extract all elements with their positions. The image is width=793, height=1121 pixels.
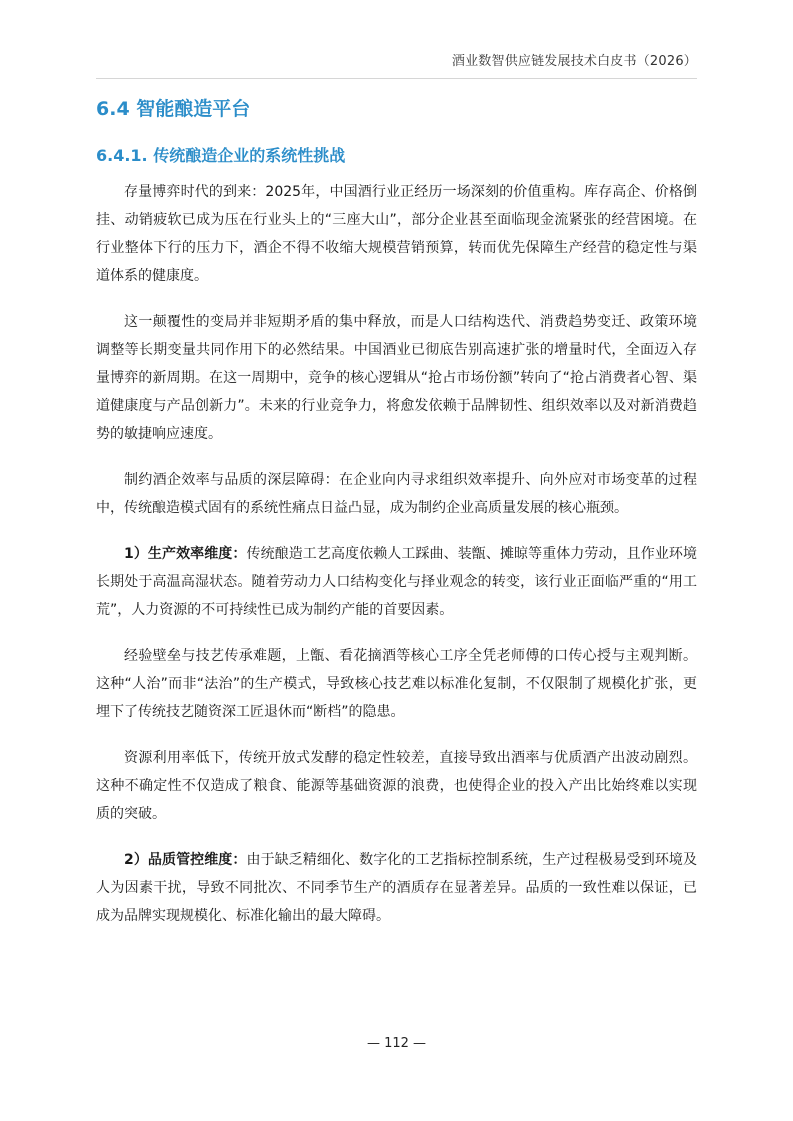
- paragraph-text: 传统酿造工艺高度依赖人工踩曲、装甑、摊晾等重体力劳动，且作业环境长期处于高温高湿状态。随着劳动力人口结构变化与择业观念的转变，该行业正面临严重的“用工荒”，人力资源的不可持续性已成为制约产能的首要因素。: [96, 546, 698, 618]
- header-divider: [96, 78, 697, 79]
- paragraph: [96, 466, 697, 522]
- paragraph-lead: 1）生产效率维度：: [124, 546, 247, 562]
- paragraph: [96, 744, 697, 828]
- page-number: — 112 —: [366, 1036, 427, 1051]
- section-heading: 6.4 智能酿造平台: [96, 98, 251, 120]
- paragraph: [96, 178, 697, 290]
- paragraph: [96, 642, 697, 726]
- paragraph: [96, 308, 697, 448]
- running-header: 酒业数智供应链发展技术白皮书（2026）: [451, 54, 697, 69]
- body-text: [96, 178, 697, 948]
- subsection-heading: 6.4.1. 传统酿造企业的系统性挑战: [96, 146, 346, 165]
- paragraph-text: 制约酒企效率与品质的深层障碍：在企业向内寻求组织效率提升、向外应对市场变革的过程中，传统酿造模式固有的系统性痛点日益凸显，成为制约企业高质量发展的核心瓶颈。: [96, 472, 697, 516]
- paragraph-text: 资源利用率低下，传统开放式发酵的稳定性较差，直接导致出酒率与优质酒产出波动剧烈。这种不确定性不仅造成了粮食、能源等基础资源的浪费，也使得企业的投入产出比始终难以实现质的突破。: [96, 750, 697, 822]
- paragraph-text: 存量博弈时代的到来：2025年，中国酒行业正经历一场深刻的价值重构。库存高企、价格倒挂、动销疲软已成为压在行业头上的“三座大山”，部分企业甚至面临现金流紧张的经营困境。在行业整体下行的压力下，酒企不得不收缩大规模营销预算，转而优先保障生产经营的稳定性与渠道体系的健康度。: [96, 184, 697, 284]
- paragraph-text: 这一颠覆性的变局并非短期矛盾的集中释放，而是人口结构迭代、消费趋势变迁、政策环境调整等长期变量共同作用下的必然结果。中国酒业已彻底告别高速扩张的增量时代，全面迈入存量博弈的新周期。在这一周期中，竞争的核心逻辑从“抢占市场份额”转向了“抢占消费者心智、渠道健康度与产品创新力”。未来的行业竞争力，将愈发依赖于品牌韧性、组织效率以及对新消费趋势的敏捷响应速度。: [96, 314, 697, 442]
- paragraph-lead: 2）品质管控维度：: [124, 852, 247, 868]
- paragraph-text: 由于缺乏精细化、数字化的工艺指标控制系统，生产过程极易受到环境及人为因素干扰，导致不同批次、不同季节生产的酒质存在显著差异。品质的一致性难以保证，已成为品牌实现规模化、标准化输出的最大障碍。: [96, 852, 698, 924]
- paragraph: [96, 846, 697, 930]
- paragraph: [96, 540, 697, 624]
- paragraph-text: 经验壁垒与技艺传承难题，上甑、看花摘酒等核心工序全凭老师傅的口传心授与主观判断。这种“人治”而非“法治”的生产模式，导致核心技艺难以标准化复制，不仅限制了规模化扩张，更埋下了传统技艺随资深工匠退休而“断档”的隐患。: [96, 648, 697, 720]
